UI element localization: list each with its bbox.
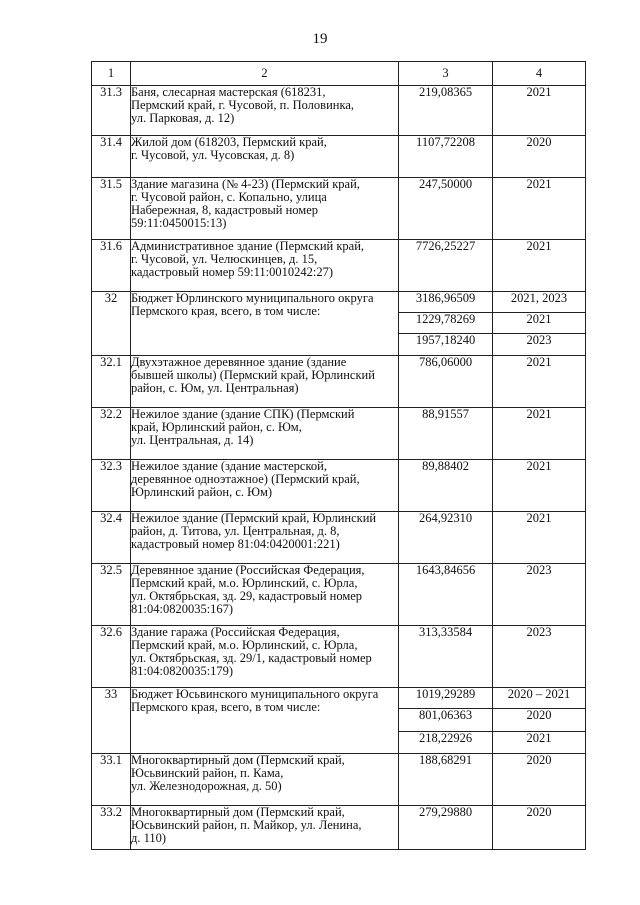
object-name-text: Деревянное здание (Российская Федерация, Пермский край, м.о. Юрлинский, с. Юрла, ул. Октябрьская, зд. 29, кадастровый номер 81:04:0820035:167) — [131, 563, 365, 616]
object-name-cell — [131, 356, 399, 408]
year-cell: 2021 — [493, 178, 586, 240]
year-cell: 2023 — [493, 334, 586, 356]
object-name-cell — [131, 178, 399, 240]
object-name-cell — [131, 408, 399, 460]
table-row — [92, 806, 586, 850]
header-cell-name: 2 — [131, 62, 399, 86]
table-row — [92, 136, 586, 178]
amount-cell: 88,91557 — [399, 408, 493, 460]
year-cell: 2021 — [493, 460, 586, 512]
object-name-cell — [131, 460, 399, 512]
object-name-cell — [131, 754, 399, 806]
year-cell: 2020 — [493, 754, 586, 806]
amount-cell: 1019,29289 — [399, 688, 493, 709]
amount-cell: 89,88402 — [399, 460, 493, 512]
table-row — [92, 178, 586, 240]
year-cell: 2021 — [493, 86, 586, 136]
amount-cell: 279,29880 — [399, 806, 493, 850]
amount-cell: 1957,18240 — [399, 334, 493, 356]
amount-cell: 264,92310 — [399, 512, 493, 564]
year-cell: 2020 — [493, 709, 586, 732]
header-row — [92, 62, 586, 86]
table-row — [92, 460, 586, 512]
year-cell: 2021 — [493, 313, 586, 334]
year-cell: 2023 — [493, 564, 586, 626]
object-name-text: Нежилое здание (здание мастерской, деревянное одноэтажное) (Пермский край, Юрлинский район, с. Юм) — [131, 459, 360, 499]
table-row — [92, 86, 586, 136]
amount-cell: 7726,25227 — [399, 240, 493, 292]
year-cell: 2021 — [493, 356, 586, 408]
table-row — [92, 626, 586, 688]
amount-cell: 786,06000 — [399, 356, 493, 408]
row-number-cell: 33.2 — [92, 806, 131, 850]
row-number-cell: 31.6 — [92, 240, 131, 292]
property-table-body — [92, 62, 586, 850]
row-number-cell: 32.1 — [92, 356, 131, 408]
row-number-cell: 32.3 — [92, 460, 131, 512]
row-number-cell: 31.5 — [92, 178, 131, 240]
table-row — [92, 408, 586, 460]
row-number-cell: 32 — [92, 292, 131, 356]
object-name-text: Бюджет Юрлинского муниципального округа Пермского края, всего, в том числе: — [131, 291, 374, 318]
year-cell: 2021 — [493, 240, 586, 292]
row-number-cell: 32.4 — [92, 512, 131, 564]
table-row — [92, 754, 586, 806]
table-row — [92, 688, 586, 709]
object-name-text: Нежилое здание (здание СПК) (Пермский край, Юрлинский район, с. Юм, ул. Центральная, д. 14) — [131, 407, 355, 447]
object-name-text: Баня, слесарная мастерская (618231, Пермский край, г. Чусовой, п. Половинка, ул. Парковая, д. 12) — [131, 85, 355, 125]
row-number-cell: 33.1 — [92, 754, 131, 806]
table-row — [92, 512, 586, 564]
year-cell: 2020 — [493, 136, 586, 178]
row-number-cell: 31.3 — [92, 86, 131, 136]
object-name-cell — [131, 292, 399, 356]
object-name-cell — [131, 564, 399, 626]
table-row — [92, 564, 586, 626]
page-number: 19 — [312, 31, 328, 47]
table-row — [92, 292, 586, 313]
object-name-text: Бюджет Юсьвинского муниципального округа Пермского края, всего, в том числе: — [131, 687, 379, 714]
object-name-text: Многоквартирный дом (Пермский край, Юсьвинский район, п. Кама, ул. Железнодорожная, д. 50) — [131, 753, 345, 793]
amount-cell: 219,08365 — [399, 86, 493, 136]
header-cell-year: 4 — [493, 62, 586, 86]
header-cell-number: 1 — [92, 62, 131, 86]
table-row — [92, 240, 586, 292]
row-number-cell: 31.4 — [92, 136, 131, 178]
object-name-cell — [131, 86, 399, 136]
property-table — [91, 61, 586, 850]
object-name-text: Многоквартирный дом (Пермский край, Юсьвинский район, п. Майкор, ул. Ленина, д. 110) — [131, 805, 362, 845]
row-number-cell: 32.5 — [92, 564, 131, 626]
year-cell: 2021 — [493, 512, 586, 564]
object-name-cell — [131, 136, 399, 178]
amount-cell: 218,22926 — [399, 732, 493, 754]
amount-cell: 1229,78269 — [399, 313, 493, 334]
object-name-cell — [131, 688, 399, 754]
object-name-text: Нежилое здание (Пермский край, Юрлинский район, д. Титова, ул. Центральная, д. 8, кадастровый номер 81:04:0420001:221) — [131, 511, 377, 551]
row-number-cell: 32.2 — [92, 408, 131, 460]
table-row — [92, 356, 586, 408]
year-cell: 2021, 2023 — [493, 292, 586, 313]
object-name-text: Жилой дом (618203, Пермский край, г. Чусовой, ул. Чусовская, д. 8) — [131, 135, 327, 162]
object-name-cell — [131, 240, 399, 292]
object-name-cell — [131, 806, 399, 850]
amount-cell: 801,06363 — [399, 709, 493, 732]
object-name-text: Здание магазина (№ 4-23) (Пермский край, г. Чусовой район, с. Копально, улица Набережная, 8, кадастровый номер 59:11:0450015:13) — [131, 177, 360, 230]
amount-cell: 247,50000 — [399, 178, 493, 240]
row-number-cell: 33 — [92, 688, 131, 754]
amount-cell: 313,33584 — [399, 626, 493, 688]
amount-cell: 188,68291 — [399, 754, 493, 806]
year-cell: 2020 — [493, 806, 586, 850]
year-cell: 2021 — [493, 408, 586, 460]
year-cell: 2021 — [493, 732, 586, 754]
object-name-text: Здание гаража (Российская Федерация, Пермский край, м.о. Юрлинский, с. Юрла, ул. Октябрьская, зд. 29/1, кадастровый номер 81:04:0820035:179) — [131, 625, 372, 678]
row-number-cell: 32.6 — [92, 626, 131, 688]
year-cell: 2020 – 2021 — [493, 688, 586, 709]
object-name-text: Двухэтажное деревянное здание (здание бывшей школы) (Пермский край, Юрлинский район, с. Юм, ул. Центральная) — [131, 355, 375, 395]
header-cell-sum: 3 — [399, 62, 493, 86]
year-cell: 2023 — [493, 626, 586, 688]
amount-cell: 1643,84656 — [399, 564, 493, 626]
object-name-cell — [131, 626, 399, 688]
object-name-text: Административное здание (Пермский край, г. Чусовой, ул. Челюскинцев, д. 15, кадастровый номер 59:11:0010242:27) — [131, 239, 365, 279]
amount-cell: 1107,72208 — [399, 136, 493, 178]
object-name-cell — [131, 512, 399, 564]
amount-cell: 3186,96509 — [399, 292, 493, 313]
